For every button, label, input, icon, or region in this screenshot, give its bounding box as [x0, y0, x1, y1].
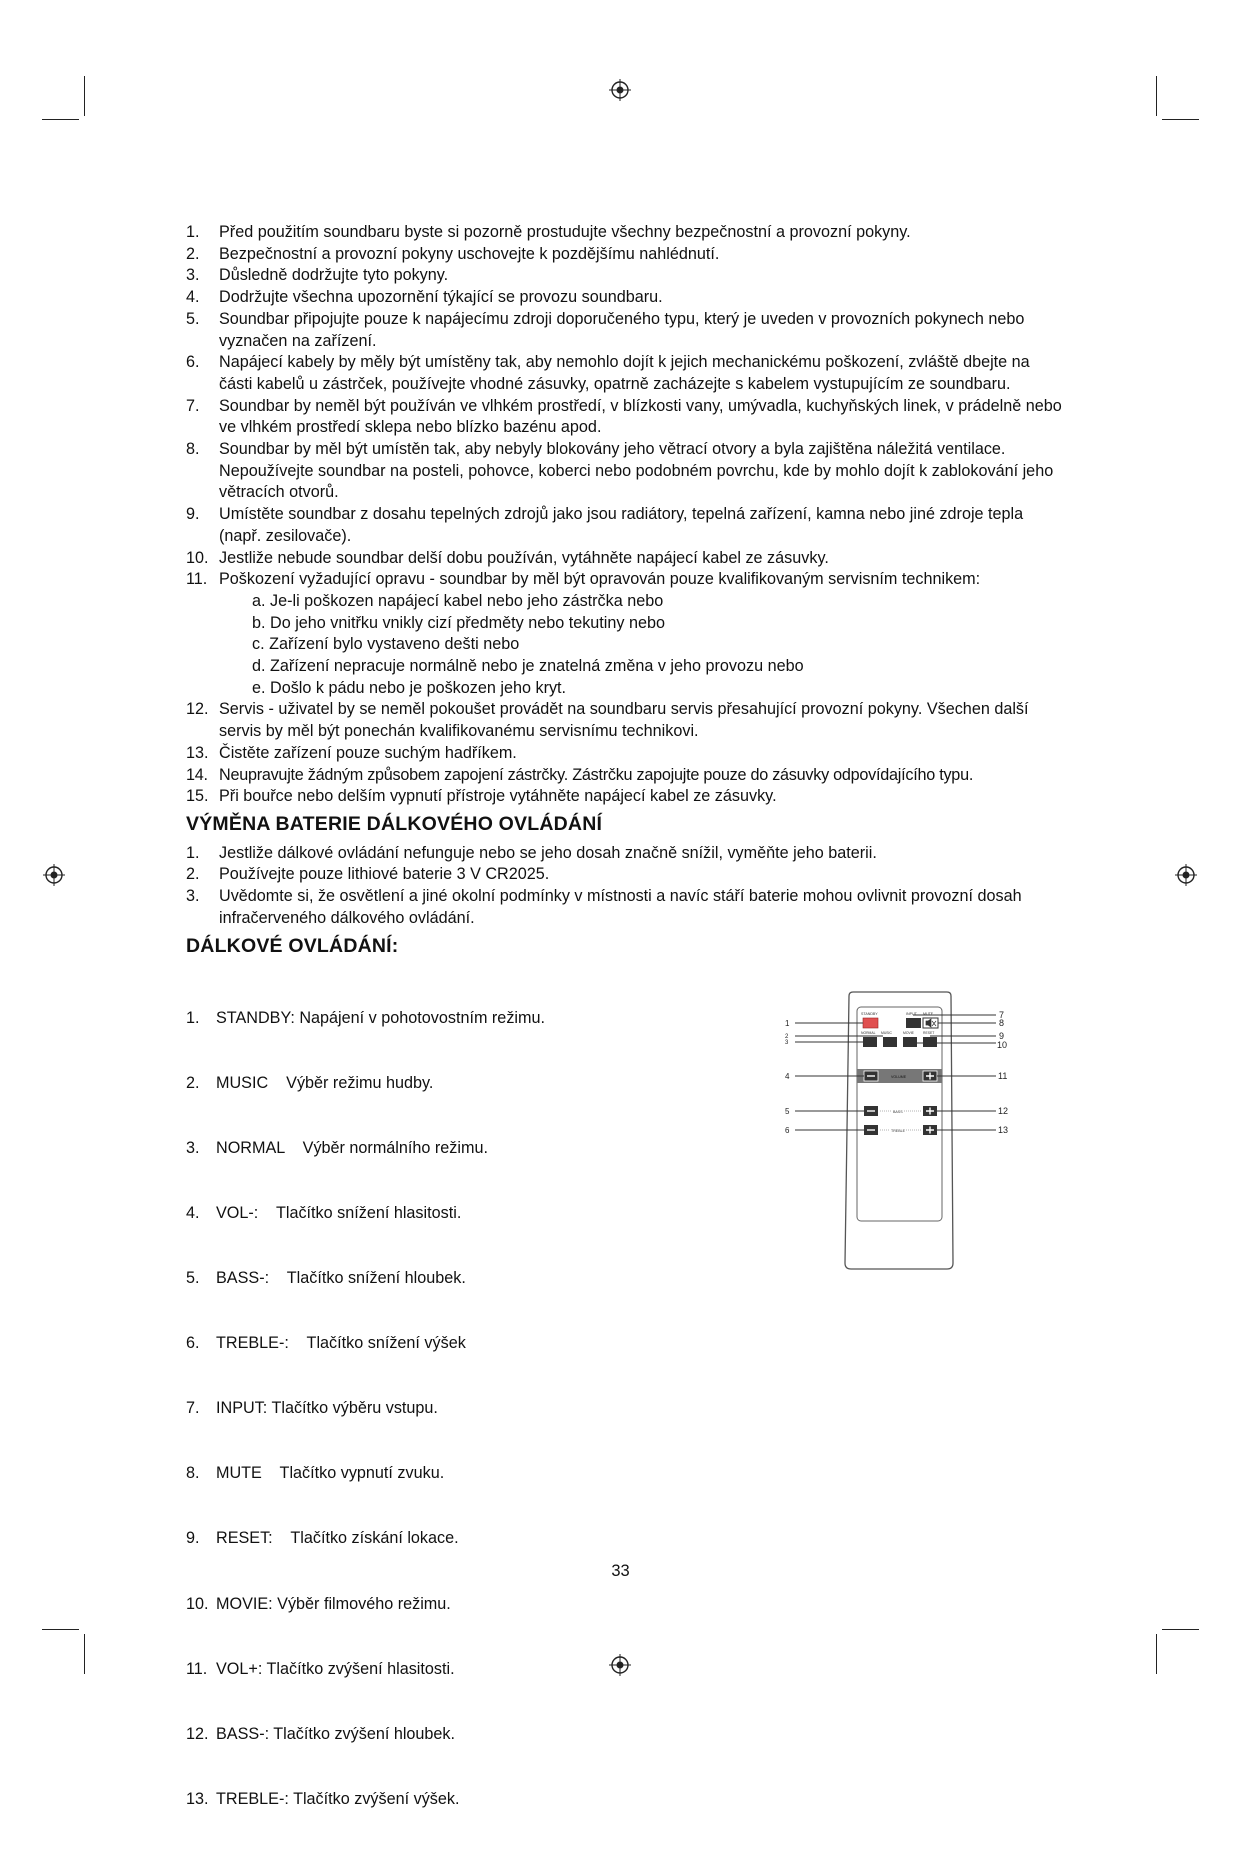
callout-2: 2	[785, 1034, 789, 1041]
crop-mark	[84, 1634, 85, 1674]
callout-6: 6	[785, 1126, 790, 1136]
crop-mark	[1162, 119, 1199, 120]
list-item: 9. Umístěte soundbar z dosahu tepelných zdrojů jako jsou radiátory, tepelná zařízení, kamna nebo jiné zdroje tepla (např. zesilovače).	[186, 505, 1024, 545]
callout-12: 12	[998, 1106, 1009, 1117]
normal-label: NORMAL	[861, 1031, 876, 1036]
list-item: 13. Čistěte zařízení pouze suchým hadříkem.	[186, 743, 517, 762]
list-item: 6. Napájecí kabely by měly být umístěny tak, aby nemohlo dojít k jejich mechanickému poškození, zvláště dbejte na části kabelů u zástrček, používejte vhodné zásuvky, opatrně zacházejte s kabelem vystupujícím ze soundbaru.	[186, 353, 1030, 393]
callout-3: 3	[785, 1040, 789, 1047]
list-item: 13. TREBLE-: Tlačítko zvýšení výšek.	[186, 1789, 460, 1808]
callout-9: 9	[999, 1031, 1005, 1042]
list-item: 4. Dodržujte všechna upozornění týkající se provozu soundbaru.	[186, 288, 663, 307]
registration-mark-icon	[43, 864, 65, 886]
battery-list	[186, 843, 1066, 930]
remote-section	[186, 964, 1066, 1854]
page-number: 33	[611, 1562, 630, 1580]
list-item: 5. Soundbar připojujte pouze k napájecímu zdroji doporučeného typu, který je uveden v provozních pokynech nebo vyznačen na zařízení.	[186, 309, 1025, 350]
callout-5: 5	[785, 1107, 790, 1117]
treble-label: TREBLE	[891, 1129, 905, 1134]
callout-7: 7	[999, 1010, 1005, 1021]
input-button[interactable]	[906, 1018, 921, 1028]
list-item: 1. Jestliže dálkové ovládání nefunguje nebo se jeho dosah značně snížil, vyměňte jeho baterii.	[186, 843, 877, 862]
sublist-item: e. Došlo k pádu nebo je poškozen jeho kryt.	[252, 678, 567, 697]
input-label: INPUT	[906, 1012, 917, 1017]
list-item: 7. INPUT: Tlačítko výběru vstupu.	[186, 1399, 438, 1418]
list-item: 3. NORMAL Výběr normálního režimu.	[186, 1138, 488, 1157]
remote-heading: DÁLKOVÉ OVLÁDÁNÍ:	[186, 934, 399, 957]
list-item: 8. Soundbar by měl být umístěn tak, aby nebyly blokovány jeho větrací otvory a byla zajištěna náležitá ventilace. Nepoužívejte soundbar na posteli, pohovce, koberci nebo podobném povrchu, kde by mohlo dojít k zablokování jeho větracích otvorů.	[186, 440, 1054, 502]
sublist-item: c. Zařízení bylo vystaveno dešti nebo	[252, 635, 520, 654]
callout-11: 11	[998, 1071, 1008, 1082]
list-item: 3. Uvědomte si, že osvětlení a jiné okolní podmínky v místnosti a navíc stáří baterie mohou ovlivnit provozní dosah infračerveného dálkového ovládání.	[186, 887, 1022, 927]
sublist-item: b. Do jeho vnitřku vnikly cizí předměty nebo tekutiny nebo	[252, 613, 665, 632]
music-label: MUSIC	[881, 1031, 892, 1036]
list-item: 4. VOL-: Tlačítko snížení hlasitosti.	[186, 1203, 462, 1222]
callout-1: 1	[785, 1019, 790, 1029]
bass-label: BASS	[893, 1110, 903, 1115]
battery-heading: VÝMĚNA BATERIE DÁLKOVÉHO OVLÁDÁNÍ	[186, 812, 603, 835]
remote-buttons-list	[186, 964, 706, 1854]
list-item: 7. Soundbar by neměl být používán ve vlhkém prostředí, v blízkosti vany, umývadla, kuchyňských linek, v prádelně nebo ve vlhkém prostředí sklepa nebo blízko bazénu apod.	[186, 396, 1062, 437]
list-item: 12. BASS-: Tlačítko zvýšení hloubek.	[186, 1724, 456, 1743]
reset-button[interactable]	[923, 1037, 937, 1047]
standby-label: STANDBY	[861, 1012, 878, 1017]
sublist-item: a. Je-li poškozen napájecí kabel nebo jeho zástrčka nebo	[252, 591, 664, 610]
callout-10: 10	[997, 1040, 1008, 1051]
list-item: 5. BASS-: Tlačítko snížení hloubek.	[186, 1269, 466, 1288]
sublist-item: d. Zařízení nepracuje normálně nebo je znatelná změna v jeho provozu nebo	[252, 657, 804, 676]
crop-mark	[42, 119, 79, 120]
list-item: 8. MUTE Tlačítko vypnutí zvuku.	[186, 1464, 445, 1483]
list-item: 1. STANDBY: Napájení v pohotovostním režimu.	[186, 1008, 545, 1027]
mute-label: MUTE	[923, 1012, 934, 1017]
movie-label: MOVIE	[903, 1031, 914, 1036]
list-item: 14. Neupravujte žádným způsobem zapojení zástrčky. Zástrčku zapojujte pouze do zásuvky odpovídajícího typu.	[186, 765, 974, 784]
list-item: 3. Důsledně dodržujte tyto pokyny.	[186, 266, 449, 285]
reset-label: RESET	[923, 1031, 935, 1036]
remote-control-diagram	[777, 988, 1047, 1278]
registration-mark-icon	[1175, 864, 1197, 886]
callout-4: 4	[785, 1072, 790, 1082]
callout-8: 8	[999, 1018, 1005, 1029]
list-item: 9. RESET: Tlačítko získání lokace.	[186, 1529, 459, 1548]
standby-button[interactable]	[863, 1018, 878, 1028]
registration-mark-icon	[609, 79, 631, 101]
safety-list	[186, 222, 1066, 808]
list-item: 1. Před použitím soundbaru byste si pozorně prostudujte všechny bezpečnostní a provozní pokyny.	[186, 223, 911, 241]
list-item: 11. Poškození vyžadující opravu - soundbar by měl být opravován pouze kvalifikovaným servisním technikem: a. Je-li poškozen napájecí kabel nebo jeho zástrčka nebo b. Do jeho vnitřku vnikly cizí předměty nebo tekutiny nebo c. Zařízení bylo vystaveno dešti nebo d. Zařízení nepracuje normálně nebo je znatelná změna v jeho provozu nebo e. Došlo k pádu nebo je poškozen jeho kryt.	[186, 569, 1066, 699]
page-content	[186, 222, 1066, 1854]
list-item: 6. TREBLE-: Tlačítko snížení výšek	[186, 1334, 466, 1353]
music-button[interactable]	[883, 1037, 897, 1047]
crop-mark	[1156, 1634, 1157, 1674]
volume-label: VOLUME	[891, 1075, 907, 1080]
list-item: 2. MUSIC Výběr režimu hudby.	[186, 1073, 434, 1092]
list-item: 11. VOL+: Tlačítko zvýšení hlasitosti.	[186, 1659, 455, 1678]
crop-mark	[1156, 76, 1157, 116]
list-item: 10. MOVIE: Výběr filmového režimu.	[186, 1594, 451, 1613]
list-item: 12. Servis - uživatel by se neměl pokoušet provádět na soundbaru servis přesahující provozní pokyny. Všechen další servis by měl být ponechán kvalifikovanému servisnímu technikovi.	[186, 700, 1029, 741]
normal-button[interactable]	[863, 1037, 877, 1047]
list-item: 10. Jestliže nebude soundbar delší dobu používán, vytáhněte napájecí kabel ze zásuvky.	[186, 548, 829, 567]
crop-mark	[1162, 1629, 1199, 1630]
list-item: 15. Při bouřce nebo delším vypnutí přístroje vytáhněte napájecí kabel ze zásuvky.	[186, 787, 777, 806]
crop-mark	[84, 76, 85, 116]
list-item: 2. Používejte pouze lithiové baterie 3 V CR2025.	[186, 865, 550, 884]
callout-13: 13	[998, 1125, 1009, 1136]
crop-mark	[42, 1629, 79, 1630]
list-item: 2. Bezpečnostní a provozní pokyny uschovejte k pozdějšímu nahlédnutí.	[186, 244, 720, 263]
movie-button[interactable]	[903, 1037, 917, 1047]
damage-sublist	[219, 591, 1066, 700]
